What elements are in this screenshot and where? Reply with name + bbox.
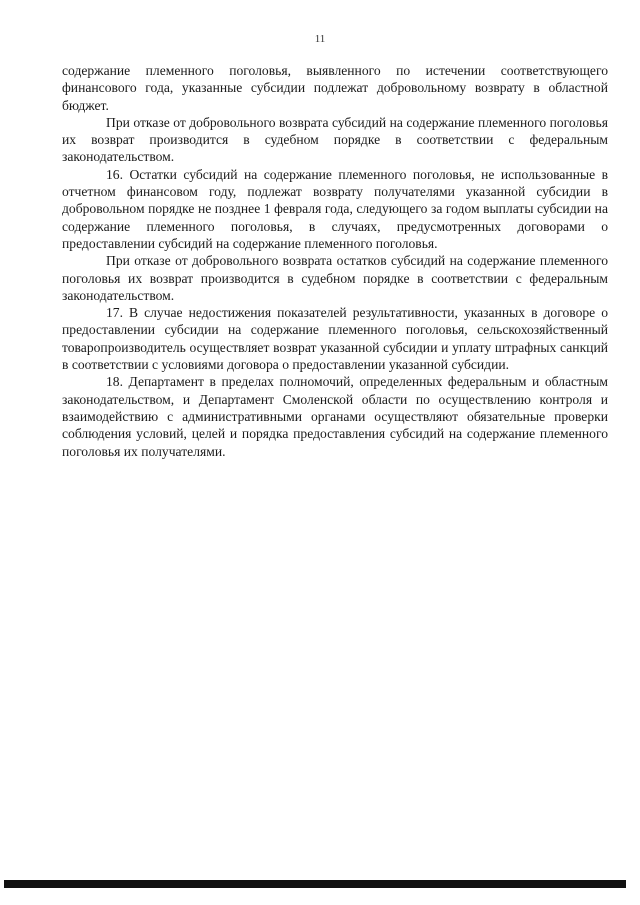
- paragraph-continuation: содержание племенного поголовья, выявленного по истечении соответствующего финансового года, указанные субсидии подлежат добровольному возврату в областной бюджет.: [62, 63, 608, 113]
- paragraph-item-16: 16. Остатки субсидий на содержание племенного поголовья, не использованные в отчетном финансовом году, подлежат возврату получателями указанной субсидии в добровольном порядке не позднее 1 февраля года, следующего за годом выплаты субсидии на содержание племенного поголовья, в случаях, предусмотренных договорами о предоставлении субсидий на содержание племенного поголовья.: [62, 166, 608, 251]
- paragraph-item-17: 17. В случае недостижения показателей результативности, указанных в договоре о предоставлении субсидии на содержание племенного поголовья, сельскохозяйственный товаропроизводитель осуществляет возврат указанной субсидии и уплату штрафных санкций в соответствии с условиями договора о предоставлении указанной субсидии.: [62, 305, 608, 373]
- bottom-scan-border: [4, 880, 626, 888]
- paragraph-refusal-return-remainders: При отказе от добровольного возврата остатков субсидий на содержание племенного поголовья их возврат производится в судебном порядке в соответствии с федеральным законодательством.: [62, 253, 608, 303]
- document-body: [62, 62, 608, 460]
- paragraph-item-18: 18. Департамент в пределах полномочий, определенных федеральным и областным законодательством, и Департамент Смоленской области по осуществлению контроля и взаимодействию с административными органами осуществляют обязательные проверки соблюдения условий, целей и порядка предоставления субсидий на содержание племенного поголовья их получателями.: [62, 374, 608, 459]
- page-number: 11: [314, 33, 326, 45]
- paragraph-refusal-return-subsidies: При отказе от добровольного возврата субсидий на содержание племенного поголовья их возврат производится в судебном порядке в соответствии с федеральным законодательством.: [62, 114, 608, 165]
